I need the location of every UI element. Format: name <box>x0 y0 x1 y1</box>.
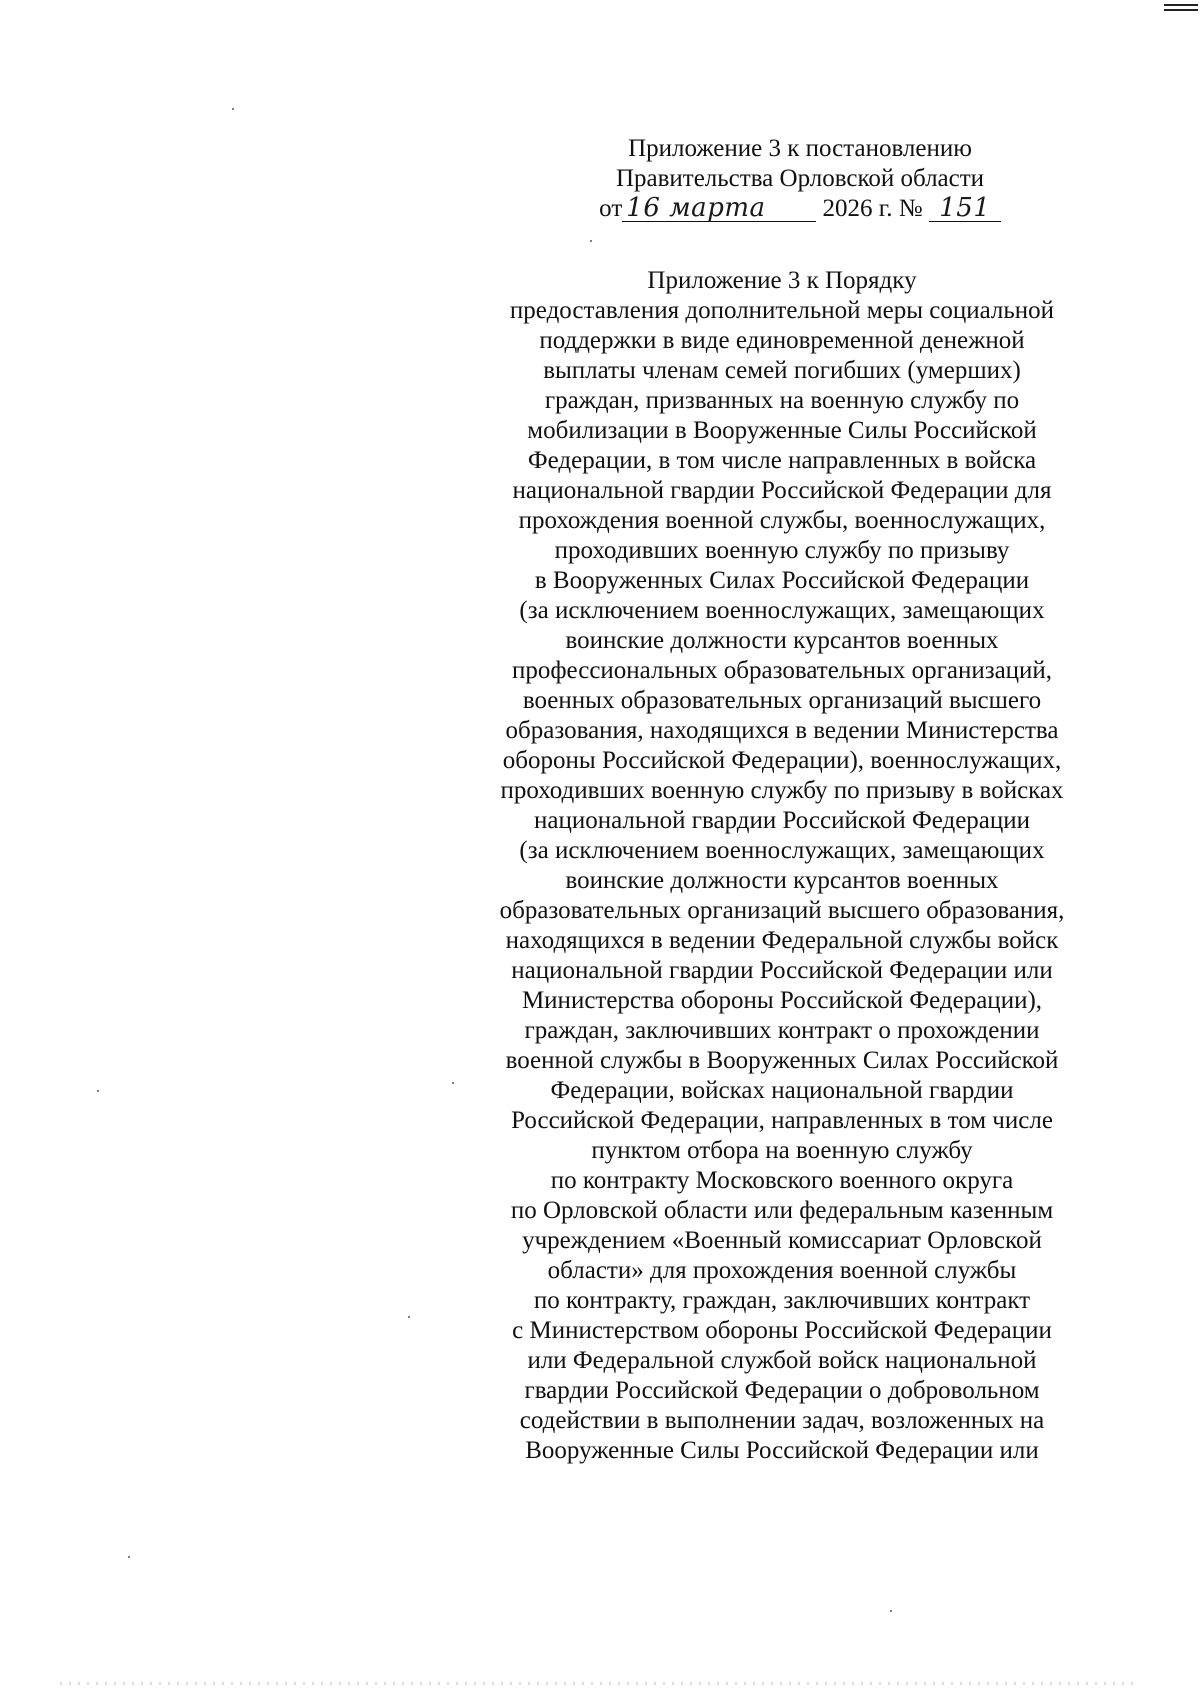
appendix-line: граждан, заключивших контракт о прохождении <box>524 1017 1040 1044</box>
appendix-line: Приложение 3 к Порядку <box>647 267 917 294</box>
appendix-line: предоставления дополнительной меры социальной <box>509 297 1055 324</box>
scan-corner-mark <box>1160 0 1200 14</box>
appendix-line: области» для прохождения военной службы <box>547 1257 1017 1284</box>
appendix-line: национальной гвардии Российской Федерации <box>533 807 1031 834</box>
appendix-line: по контракту, граждан, заключивших контракт <box>533 1287 1031 1314</box>
appendix-line: по контракту Московского военного округа <box>550 1167 1014 1194</box>
appendix-line: гвардии Российской Федерации о добровольном <box>524 1377 1040 1404</box>
appendix-line: или Федеральной службой войск национальной <box>527 1347 1037 1374</box>
date-year: 2026 г. № <box>822 195 923 222</box>
appendix-line: поддержки в виде единовременной денежной <box>539 327 1025 354</box>
appendix-line: военных образовательных организаций высшего <box>522 687 1042 714</box>
header-date-line <box>560 194 1040 224</box>
appendix-line: учреждением «Военный комиссариат Орловской <box>522 1227 1042 1254</box>
appendix-title-block <box>442 266 1122 1466</box>
appendix-line: выплаты членам семей погибших (умерших) <box>543 357 1021 384</box>
header-line-1: Приложение 3 к постановлению <box>628 135 972 162</box>
appendix-line: Федерации, войсках национальной гвардии <box>550 1077 1014 1104</box>
appendix-line: Федерации, в том числе направленных в войска <box>527 447 1037 474</box>
handwritten-date: 16 марта <box>622 195 816 222</box>
appendix-line: Министерства обороны Российской Федерации), <box>521 987 1043 1014</box>
appendix-line: проходивших военную службу по призыву в войсках <box>500 777 1064 804</box>
appendix-line: (за исключением военнослужащих, замещающих <box>519 597 1045 624</box>
appendix-line: содействии в выполнении задач, возложенных на <box>519 1407 1045 1434</box>
appendix-line: прохождения военной службы, военнослужащих, <box>518 507 1046 534</box>
appendix-line: проходивших военную службу по призыву <box>554 537 1010 564</box>
appendix-line: пунктом отбора на военную службу <box>591 1137 973 1164</box>
appendix-line: национальной гвардии Российской Федерации для <box>512 477 1052 504</box>
date-prefix: от <box>599 195 623 222</box>
appendix-line: Российской Федерации, направленных в том числе <box>511 1107 1053 1134</box>
handwritten-number: 151 <box>929 195 1001 222</box>
appendix-line: национальной гвардии Российской Федерации или <box>511 957 1053 984</box>
appendix-line: военной службы в Вооруженных Силах Российской <box>505 1047 1059 1074</box>
resolution-header <box>560 134 1040 224</box>
scan-bottom-noise <box>60 1682 1140 1685</box>
appendix-line: по Орловской области или федеральным казенным <box>510 1197 1054 1224</box>
appendix-line: с Министерством обороны Российской Федерации <box>512 1317 1052 1344</box>
appendix-line: граждан, призванных на военную службу по <box>544 387 1020 414</box>
appendix-line: (за исключением военнослужащих, замещающих <box>519 837 1045 864</box>
scan-speck <box>232 108 234 110</box>
scan-speck <box>97 1090 99 1092</box>
appendix-line: находящихся в ведении Федеральной службы войск <box>505 927 1059 954</box>
appendix-line: воинские должности курсантов военных <box>565 627 999 654</box>
corner-bar-bottom <box>1164 9 1198 11</box>
scan-speck <box>452 1082 454 1084</box>
header-line-2: Правительства Орловской области <box>615 165 985 192</box>
appendix-line: Вооруженные Силы Российской Федерации или <box>525 1437 1039 1464</box>
scan-speck <box>590 240 592 242</box>
appendix-line: образовательных организаций высшего образования, <box>499 897 1065 924</box>
scan-speck <box>890 1610 892 1612</box>
appendix-line: воинские должности курсантов военных <box>565 867 999 894</box>
scan-speck <box>408 1316 410 1318</box>
scan-speck <box>128 1556 130 1558</box>
corner-bar-top <box>1164 4 1198 6</box>
appendix-line: в Вооруженных Силах Российской Федерации <box>534 567 1030 594</box>
appendix-line: профессиональных образовательных организаций, <box>511 657 1053 684</box>
appendix-line: образования, находящихся в ведении Министерства <box>505 717 1059 744</box>
appendix-line: обороны Российской Федерации), военнослужащих, <box>502 747 1062 774</box>
appendix-line: мобилизации в Вооруженные Силы Российской <box>527 417 1037 444</box>
